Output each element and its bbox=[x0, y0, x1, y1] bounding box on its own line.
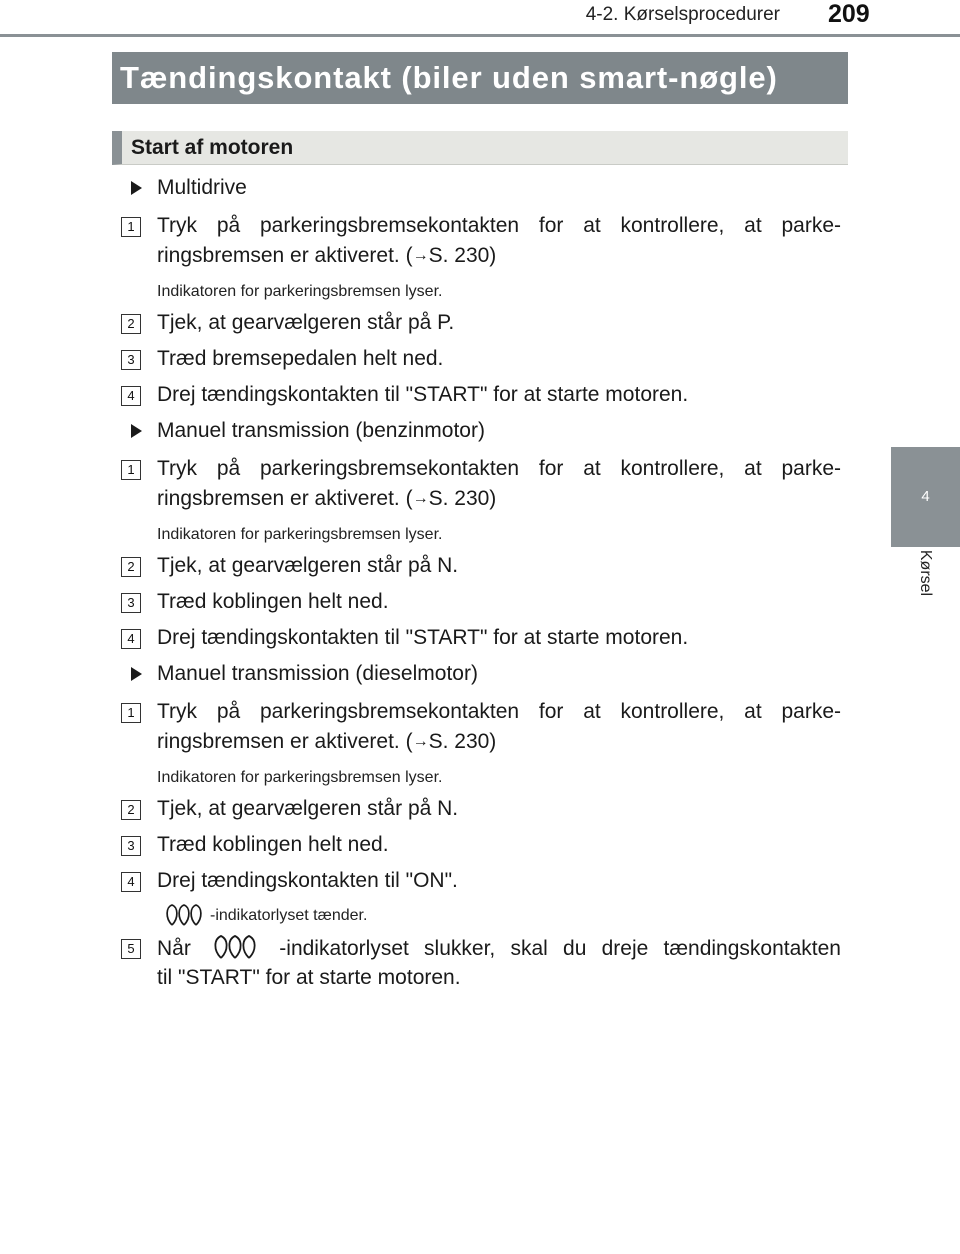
step-text-part: ringsbremsen er aktiveret. ( bbox=[157, 730, 413, 753]
step-text: Tryk på parkeringsbremsekontakten for at kontrollere, at parke- bbox=[157, 214, 841, 237]
step-text: Tjek, at gearvælgeren står på N. bbox=[157, 554, 459, 577]
glow-plug-indicator-icon bbox=[163, 902, 205, 928]
section-title: 4-2. Kørselsprocedurer bbox=[585, 4, 780, 25]
step-text-continued bbox=[157, 727, 841, 757]
step-text: Tryk på parkeringsbremsekontakten for at kontrollere, at parke- bbox=[157, 700, 841, 723]
step-text: Tryk på parkeringsbremsekontakten for at kontrollere, at parke- bbox=[157, 457, 841, 480]
block-heading: Manuel transmission (benzinmotor) bbox=[157, 419, 485, 442]
step-text-part: ringsbremsen er aktiveret. ( bbox=[157, 487, 413, 510]
step-text-part: ringsbremsen er aktiveret. ( bbox=[157, 244, 413, 267]
triangle-bullet-icon bbox=[131, 667, 142, 681]
triangle-bullet-icon bbox=[131, 424, 142, 438]
step-note: Indikatoren for parkeringsbremsen lyser. bbox=[157, 769, 443, 786]
step-number: 1 bbox=[121, 703, 141, 723]
step-text: Drej tændingskontakten til "ON". bbox=[157, 869, 458, 892]
step-number: 3 bbox=[121, 836, 141, 856]
step-number: 1 bbox=[121, 217, 141, 237]
reference-arrow-icon: → bbox=[412, 490, 429, 507]
step-text-continued: til "START" for at starte motoren. bbox=[157, 966, 461, 989]
header-divider bbox=[0, 34, 960, 37]
glow-indicator-note: -indikatorlyset tænder. bbox=[210, 907, 368, 924]
step-number: 4 bbox=[121, 872, 141, 892]
step-text: Træd bremsepedalen helt ned. bbox=[157, 347, 444, 370]
step-text-part: -indikatorlyset slukker, skal du dreje tændingskontakten bbox=[279, 937, 841, 960]
step-text: Drej tændingskontakten til "START" for at starte motoren. bbox=[157, 383, 689, 406]
glow-plug-indicator-icon bbox=[210, 933, 260, 961]
step-text: Træd koblingen helt ned. bbox=[157, 590, 389, 613]
step-number: 3 bbox=[121, 350, 141, 370]
step-number: 2 bbox=[121, 314, 141, 334]
reference-arrow-icon: → bbox=[412, 733, 429, 750]
page-reference: S. 230) bbox=[428, 730, 497, 753]
step-text-continued bbox=[157, 241, 841, 271]
triangle-bullet-icon bbox=[131, 181, 142, 195]
step-text: Drej tændingskontakten til "START" for at starte motoren. bbox=[157, 626, 689, 649]
step-number: 4 bbox=[121, 629, 141, 649]
step-text: Træd koblingen helt ned. bbox=[157, 833, 389, 856]
page-reference: S. 230) bbox=[428, 487, 497, 510]
step-text-continued bbox=[157, 484, 841, 514]
step-note: Indikatoren for parkeringsbremsen lyser. bbox=[157, 526, 443, 543]
step-note: Indikatoren for parkeringsbremsen lyser. bbox=[157, 283, 443, 300]
block-heading: Manuel transmission (dieselmotor) bbox=[157, 662, 478, 685]
step-number: 5 bbox=[121, 939, 141, 959]
reference-arrow-icon: → bbox=[412, 247, 429, 264]
page-reference: S. 230) bbox=[428, 244, 497, 267]
step-text bbox=[157, 933, 841, 964]
page-number: 209 bbox=[828, 0, 870, 28]
chapter-label: Kørsel bbox=[917, 549, 934, 597]
step-number: 3 bbox=[121, 593, 141, 613]
step-number: 2 bbox=[121, 800, 141, 820]
step-text: Tjek, at gearvælgeren står på P. bbox=[157, 311, 455, 334]
block-heading: Multidrive bbox=[157, 176, 247, 199]
step-number: 4 bbox=[121, 386, 141, 406]
chapter-number: 4 bbox=[921, 488, 930, 505]
page-title: Tændingskontakt (biler uden smart-nøgle) bbox=[112, 52, 848, 104]
section-subtitle: Start af motoren bbox=[112, 131, 848, 165]
step-number: 1 bbox=[121, 460, 141, 480]
step-text-part: Når bbox=[157, 937, 191, 960]
step-number: 2 bbox=[121, 557, 141, 577]
step-text: Tjek, at gearvælgeren står på N. bbox=[157, 797, 459, 820]
